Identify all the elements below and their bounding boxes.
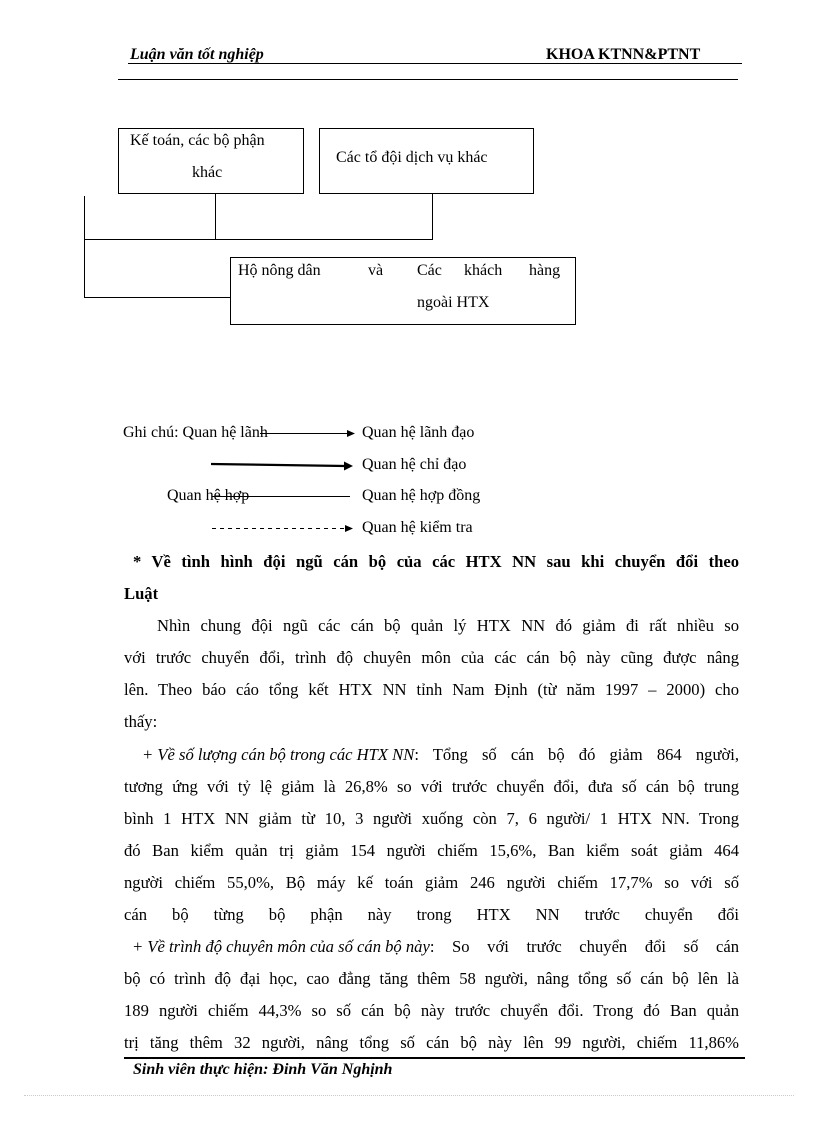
paragraph2-line4: đó Ban kiểm quản trị giảm 154 người chiếm 15,6%, Ban kiểm soát giảm 464 (124, 841, 739, 860)
header-left: Luận văn tốt nghiệp (130, 46, 264, 63)
box-accounting-line1: Kế toán, các bộ phận (130, 132, 265, 149)
box-accounting (118, 128, 304, 194)
paragraph1-line1: Nhìn chung đội ngũ các cán bộ quản lý HTX NN đó giảm đi rất nhiều so (157, 616, 739, 635)
paragraph1-line4: thấy: (124, 712, 158, 731)
page-bottom-dotted-rule (24, 1095, 794, 1096)
footer-author: Sinh viên thực hiện: Đinh Văn Nghịnh (133, 1061, 393, 1078)
box3-word-cac: Các (417, 262, 442, 279)
paragraph3-line2: bộ có trình độ đại học, cao đẳng tăng thêm 58 người, nâng tổng số cán bộ lên là (124, 969, 739, 988)
paragraph2-italic-lead: + Về số lượng cán bộ trong các HTX NN (142, 745, 415, 764)
paragraph3-italic-lead: + Về trình độ chuyên môn của số cán bộ này (132, 937, 430, 956)
paragraph2-line3: bình 1 HTX NN giảm từ 10, 3 người xuống còn 7, 6 người/ 1 HTX NN. Trong (124, 809, 739, 828)
box3-word-and: và (368, 262, 384, 279)
box-service-teams (319, 128, 534, 194)
box-service-teams-label: Các tổ đội dịch vụ khác (336, 149, 488, 166)
box3-word-households: Hộ nông dân (238, 262, 321, 279)
paragraph3-line3: 189 người chiếm 44,3% so số cán bộ này trước chuyển đổi. Trong đó Ban quản (124, 1001, 739, 1020)
legend-arrow-leadership-head (347, 430, 355, 437)
footer-rule (124, 1057, 745, 1059)
legend-prefix: Ghi chú: Quan hệ lãnh (123, 424, 268, 441)
paragraph2-line1 (142, 739, 739, 771)
paragraph1-line2: với trước chuyển đổi, trình độ chuyên môn của các cán bộ này cũng được nâng (124, 648, 739, 667)
legend-prefix-contract: Quan hệ hợp (167, 487, 250, 504)
legend-item-contract: Quan hệ hợp đồng (362, 487, 481, 504)
legend-item-direction: Quan hệ chỉ đạo (362, 456, 467, 473)
header-right: KHOA KTNN&PTNT (546, 46, 701, 63)
section-heading-line1: * Về tình hình đội ngũ cán bộ của các HTX NN sau khi chuyển đổi theo (133, 552, 739, 571)
legend-arrow-direction-head (344, 462, 353, 471)
paragraph2-line6: cán bộ từng bộ phận này trong HTX NN trước chuyển đổi (124, 905, 739, 924)
box3-word-hang: hàng (529, 262, 561, 279)
section-heading-line2: Luật (124, 584, 159, 603)
paragraph1-line3: lên. Theo báo cáo tổng kết HTX NN tỉnh Nam Định (từ năm 1997 – 2000) cho (124, 680, 739, 699)
paragraph2-line2: tương ứng với tỷ lệ giảm là 26,8% so với trước chuyển đổi, đưa số cán bộ trung (124, 777, 739, 796)
paragraph3-line1-rest: : So với trước chuyển đổi số cán (429, 937, 739, 956)
legend-item-leadership: Quan hệ lãnh đạo (362, 424, 475, 441)
legend-arrow-inspection-head (345, 525, 353, 532)
box3-line2: ngoài HTX (417, 294, 490, 311)
box-households-customers (230, 257, 576, 325)
box-accounting-line2: khác (192, 164, 223, 181)
box3-word-khach: khách (464, 262, 503, 279)
paragraph2-line1-rest: : Tổng số cán bộ đó giảm 864 người, (414, 745, 739, 764)
paragraph3-line4: trị tăng thêm 32 người, nâng tổng số cán bộ này lên 99 người, chiếm 11,86% (124, 1033, 739, 1052)
legend-item-inspection: Quan hệ kiểm tra (362, 519, 473, 536)
legend-arrow-direction-line (211, 464, 345, 466)
paragraph2-line5: người chiếm 55,0%, Bộ máy kế toán giảm 246 người chiếm 17,7% so với số (124, 873, 739, 892)
paragraph3-line1 (132, 931, 739, 963)
